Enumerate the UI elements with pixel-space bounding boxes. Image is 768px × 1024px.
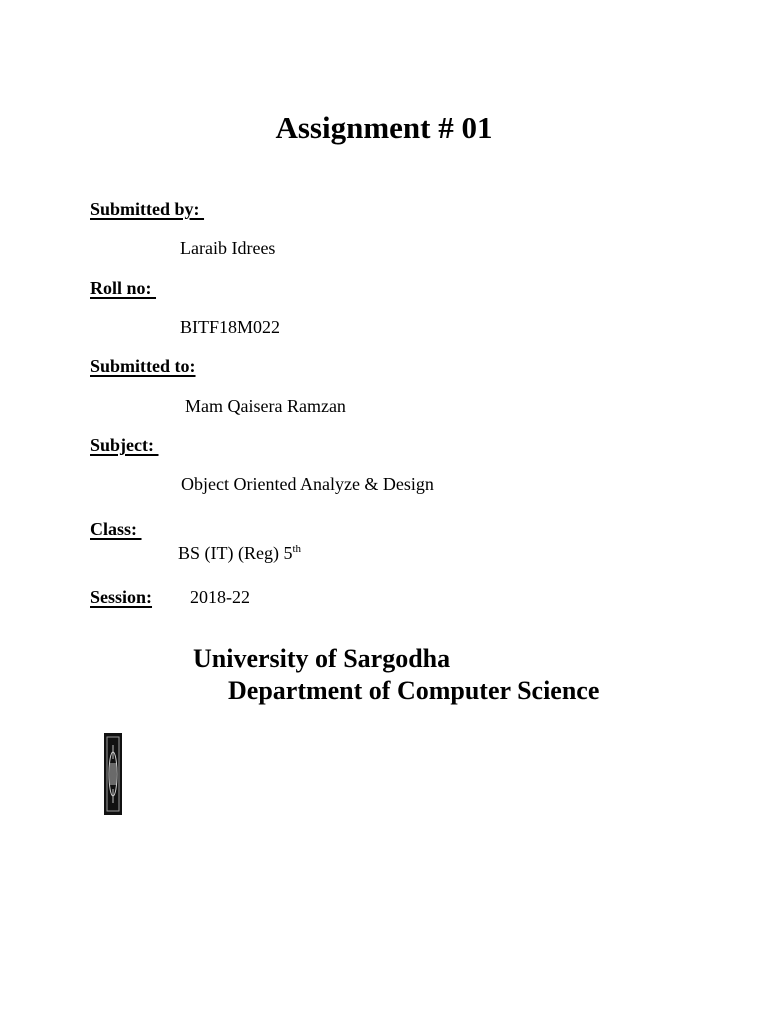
subject-value: Object Oriented Analyze & Design [181,474,434,494]
class-label: Class: [90,519,142,539]
page-title: Assignment # 01 [275,110,493,145]
roll-no-value: BITF18M022 [180,317,281,337]
class-value [178,541,301,565]
submitted-by-label: Submitted by: [90,199,205,219]
class-value-text: BS (IT) (Reg) 5 [178,543,293,563]
class-superscript: th [292,543,302,555]
submitted-to-value: Mam Qaisera Ramzan [185,396,346,416]
department-name: Department of Computer Science [228,676,600,705]
submitted-to-label: Submitted to: [90,356,196,376]
university-crest-icon [104,733,122,815]
session-value: 2018-22 [190,587,250,607]
subject-label: Subject: [90,435,159,455]
submitted-by-value: Laraib Idrees [180,238,276,258]
session-label: Session: [90,587,153,607]
roll-no-label: Roll no: [90,278,157,298]
university-name: University of Sargodha [193,644,451,673]
